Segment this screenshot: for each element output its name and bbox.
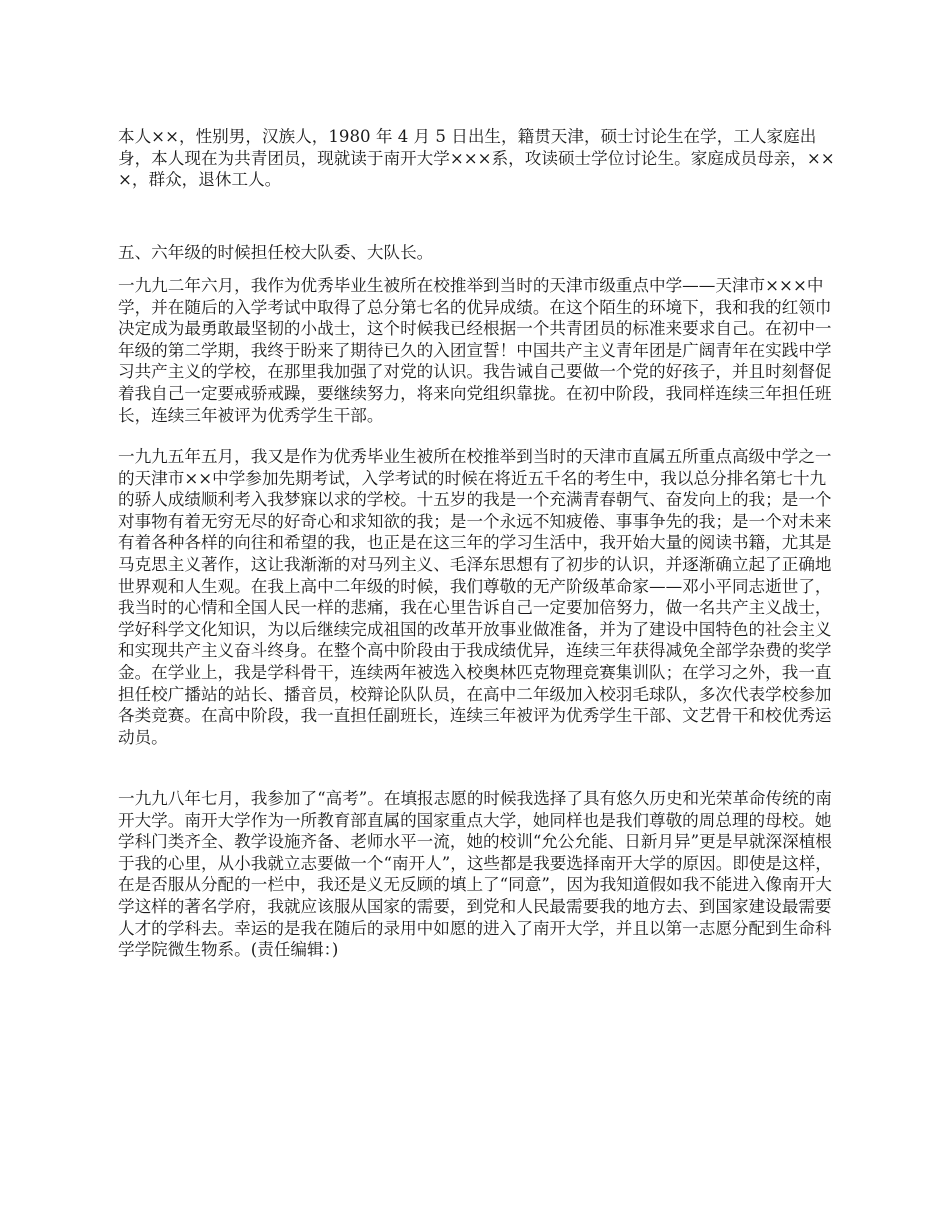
intro-paragraph: 本人××，性别男，汉族人，1980 年 4 月 5 日出生，籍贯天津，硕士讨论生在学，工人家庭出身，本人现在为共青团员，现就读于南开大学×××系，攻读硕士学位讨论生。家庭成员母亲，×××，群众，退休工人。	[118, 127, 835, 190]
paragraph-1998: 一九九八年七月，我参加了“高考”。在填报志愿的时候我选择了具有悠久历史和光荣革命传统的南开大学。南开大学作为一所教育部直属的国家重点大学，她同样也是我们尊敬的周总理的母校。她学科门类齐全、教学设施齐备、老师水平一流，她的校训“允公允能、日新月异”更是早就深深植根于我的心里，从小我就立志要做一个“南开人”，这些都是我要选择南开大学的原因。即使是这样，在是否服从分配的一栏中，我还是义无反顾的填上了“同意”，因为我知道假如我不能进入像南开大学这样的著名学府，我就应该服从国家的需要，到党和人民最需要我的地方去、到国家建设最需要人才的学科去。幸运的是我在随后的录用中如愿的进入了南开大学，并且以第一志愿分配到生命科学学院微生物系。(责任编辑：)	[118, 789, 832, 960]
paragraph-1992: 一九九二年六月，我作为优秀毕业生被所在校推举到当时的天津市级重点中学——天津市×××中学，并在随后的入学考试中取得了总分第七名的优异成绩。在这个陌生的环境下，我和我的红领巾决定成为最勇敢最坚韧的小战士，这个时候我已经根据一个共青团员的标准来要求自己。在初中一年级的第二学期，我终于盼来了期待已久的入团宣誓！中国共产主义青年团是广阔青年在实践中学习共产主义的学校，在那里我加强了对党的认识。我告诫自己要做一个党的好孩子，并且时刻督促着我自己一定要戒骄戒躁，要继续努力，将来向党组织靠拢。在初中阶段，我同样连续三年担任班长，连续三年被评为优秀学生干部。	[118, 276, 832, 425]
section-heading: 五、六年级的时候担任校大队委、大队长。	[118, 243, 434, 262]
paragraph-1995: 一九九五年五月，我又是作为优秀毕业生被所在校推举到当时的天津市直属五所重点高级中学之一的天津市××中学参加先期考试，入学考试的时候在将近五千名的考生中，我以总分排名第七十九的骄人成绩顺利考入我梦寐以求的学校。十五岁的我是一个充满青春朝气、奋发向上的我；是一个对事物有着无穷无尽的好奇心和求知欲的我；是一个永远不知疲倦、事事争先的我；是一个对未来有着各种各样的向往和希望的我，也正是在这三年的学习生活中，我开始大量的阅读书籍，尤其是马克思主义著作，这让我渐渐的对马列主义、毛泽东思想有了初步的认识，并逐渐确立起了正确地世界观和人生观。在我上高中二年级的时候，我们尊敬的无产阶级革命家——邓小平同志逝世了，我当时的心情和全国人民一样的悲痛，我在心里告诉自己一定要加倍努力，做一名共产主义战士，学好科学文化知识，为以后继续完成祖国的改革开放事业做准备，并为了建设中国特色的社会主义和实现共产主义奋斗终身。在整个高中阶段由于我成绩优异，连续三年获得减免全部学杂费的奖学金。在学业上，我是学科骨干，连续两年被选入校奥林匹克物理竞赛集训队；在学习之外，我一直担任校广播站的站长、播音员，校辩论队队员，在高中二年级加入校羽毛球队，多次代表学校参加各类竞赛。在高中阶段，我一直担任副班长，连续三年被评为优秀学生干部、文艺骨干和校优秀运动员。	[118, 447, 832, 747]
